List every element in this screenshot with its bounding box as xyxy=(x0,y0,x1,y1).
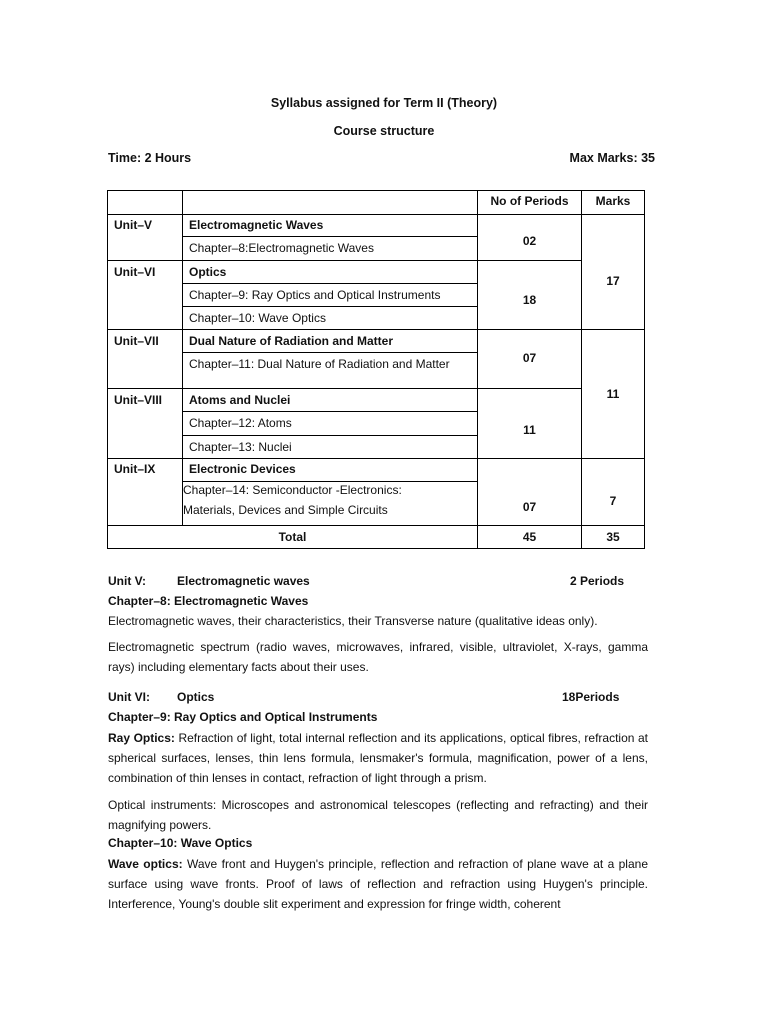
rule xyxy=(182,411,477,412)
unit-name: Optics xyxy=(177,690,215,704)
rule xyxy=(107,260,182,261)
unit-title: Electronic Devices xyxy=(189,462,296,476)
unit-label: Unit–V xyxy=(114,218,153,232)
unit-periods: 2 Periods xyxy=(570,574,625,588)
unit-label: Unit–IX xyxy=(114,462,156,476)
total-label: Total xyxy=(278,530,307,544)
ray-optics-text: Refraction of light, total internal reflection and its applications, optical fibres, refraction at spherical surfaces, lenses, thin lens formula, lensmaker's formula, magnification, power of a lens, combination of thin lenses in contact, refraction of light through a prism. xyxy=(108,731,648,785)
col-header-marks: Marks xyxy=(595,194,631,208)
rule xyxy=(477,260,581,261)
rule xyxy=(581,329,645,330)
unit-title: Atoms and Nuclei xyxy=(189,393,291,407)
chapter-label: Chapter–9: Ray Optics and Optical Instruments xyxy=(189,288,441,302)
unit-title: Electromagnetic Waves xyxy=(189,218,324,232)
marks-value: 7 xyxy=(609,494,617,508)
wave-optics-label: Wave optics: xyxy=(108,857,183,871)
paragraph: Optical instruments: Microscopes and astronomical telescopes (reflecting and refracting) and their magnifying powers. xyxy=(108,798,648,832)
rule xyxy=(182,283,477,284)
paragraph: Electromagnetic spectrum (radio waves, microwaves, infrared, visible, ultraviolet, X-rays, gamma rays) including elementary facts about their uses. xyxy=(108,640,648,674)
chapter-label: Chapter–13: Nuclei xyxy=(189,440,292,454)
rule xyxy=(182,458,477,459)
max-marks: Max Marks: 35 xyxy=(569,151,655,165)
table-border-bottom xyxy=(107,548,645,549)
col-header-periods: No of Periods xyxy=(490,194,569,208)
rule xyxy=(182,388,477,389)
paragraph: Electromagnetic waves, their characteristics, their Transverse nature (qualitative ideas only). xyxy=(108,614,598,628)
unit-title: Dual Nature of Radiation and Matter xyxy=(189,334,394,348)
periods-value: 11 xyxy=(523,423,536,437)
rule xyxy=(477,458,581,459)
unit-periods: 18Periods xyxy=(562,690,620,704)
periods-value: 07 xyxy=(522,500,537,514)
unit-label: Unit–VI xyxy=(114,265,156,279)
rule xyxy=(107,329,182,330)
rule xyxy=(477,388,581,389)
rule xyxy=(581,458,645,459)
unit-heading: Unit V: xyxy=(108,574,146,588)
periods-value: 18 xyxy=(522,293,537,307)
marks-value: 11 xyxy=(606,387,620,401)
unit-name: Electromagnetic waves xyxy=(177,574,310,588)
total-rule xyxy=(107,525,645,526)
chapter-heading: Chapter–9: Ray Optics and Optical Instruments xyxy=(108,710,378,724)
marks-value: 17 xyxy=(606,274,620,288)
header-rule xyxy=(107,214,645,215)
unit-label: Unit–VIII xyxy=(114,393,163,407)
chapter-label: Chapter–12: Atoms xyxy=(189,416,292,430)
exam-time: Time: 2 Hours xyxy=(108,151,192,165)
wave-optics-text: Wave front and Huygen's principle, reflection and refraction of plane wave at a plane surface using wave fronts. Proof of laws of reflection and refraction using Huygen's principle. Interference, Young's double slit experiment and expression for fringe width, coherent xyxy=(108,857,648,911)
paragraph xyxy=(108,728,648,788)
rule xyxy=(182,236,477,237)
chapter-label: Chapter–14: Semiconductor -Electronics: xyxy=(183,483,402,497)
chapter-heading: Chapter–10: Wave Optics xyxy=(108,836,253,850)
chapter-label: Chapter–11: Dual Nature of Radiation and Matter xyxy=(189,357,450,371)
unit-heading: Unit VI: xyxy=(108,690,150,704)
rule xyxy=(182,260,477,261)
chapter-label: Chapter–8:Electromagnetic Waves xyxy=(189,241,374,255)
chapter-label: Chapter–10: Wave Optics xyxy=(189,311,326,325)
rule xyxy=(107,458,182,459)
rule xyxy=(182,481,477,482)
rule xyxy=(477,329,581,330)
unit-label: Unit–VII xyxy=(114,334,159,348)
col-divider-unit xyxy=(182,190,183,525)
total-marks: 35 xyxy=(606,530,620,544)
page-title: Syllabus assigned for Term II (Theory) xyxy=(270,96,498,110)
page-subtitle: Course structure xyxy=(333,124,435,138)
rule xyxy=(182,329,477,330)
course-structure-table xyxy=(107,190,645,549)
paragraph xyxy=(108,854,648,914)
table-border-top xyxy=(107,190,645,191)
chapter-heading: Chapter–8: Electromagnetic Waves xyxy=(108,594,309,608)
table-border-right xyxy=(644,190,645,549)
chapter-label-cont: Materials, Devices and Simple Circuits xyxy=(183,503,388,517)
rule xyxy=(182,435,477,436)
table-border-left xyxy=(107,190,108,549)
rule xyxy=(182,352,477,353)
periods-value: 07 xyxy=(522,351,537,365)
unit-title: Optics xyxy=(189,265,227,279)
periods-value: 02 xyxy=(522,234,537,248)
total-periods: 45 xyxy=(522,530,537,544)
rule xyxy=(182,306,477,307)
ray-optics-label: Ray Optics: xyxy=(108,731,175,745)
rule xyxy=(107,388,182,389)
